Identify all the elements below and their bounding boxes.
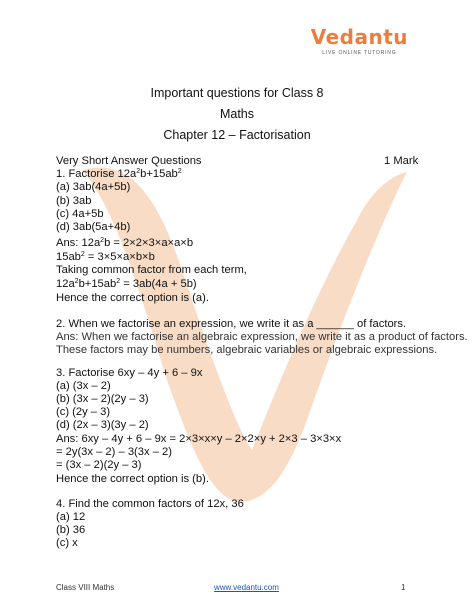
q4-option-c: (c) x xyxy=(56,537,78,549)
q4-option-b: (b) 36 xyxy=(56,524,86,536)
page-number: 1 xyxy=(401,583,406,592)
q3-answer-line-2: = 2y(3x – 2) – 3(3x – 2) xyxy=(56,446,172,458)
q3-answer-line-3: = (3x – 2)(2y – 3) xyxy=(56,459,142,471)
section-heading: Very Short Answer Questions xyxy=(56,155,202,167)
q2-answer-line-1: Ans: When we factorise an algebraic expression, we write it as a product of factors. xyxy=(56,331,468,343)
q3-option-d: (d) (2x – 3)(3y – 2) xyxy=(56,419,149,431)
footer-link[interactable]: www.vedantu.com xyxy=(214,583,279,592)
question-4: 4. Find the common factors of 12x, 36 xyxy=(56,498,244,510)
q1-answer-line-2: $15ab^2 = 3\times 5\times a\times b\times b$ xyxy=(56,251,155,263)
logo-wordmark: Vedantu xyxy=(310,25,408,49)
q1-option-b: (b) 3ab xyxy=(56,195,92,207)
q1-option-c: (c) 4a+5b xyxy=(56,208,104,220)
question-2: 2. When we factorise an expression, we write it as a ______ of factors. xyxy=(56,318,407,330)
q3-conclusion: Hence the correct option is (b). xyxy=(56,473,209,485)
question-3: 3. Factorise 6xy – 4y + 6 – 9x xyxy=(56,367,203,379)
q3-option-a: (a) (3x – 2) xyxy=(56,380,111,392)
q2-answer-line-2: These factors may be numbers, algebraic variables or algebraic expressions. xyxy=(56,344,438,356)
q1-conclusion: Hence the correct option is (a). xyxy=(56,292,209,304)
q1-answer-line-3: Taking common factor from each term, xyxy=(56,264,247,276)
q3-option-c: (c) (2y – 3) xyxy=(56,406,111,418)
section-marks: 1 Mark xyxy=(384,155,419,167)
document-title: Important questions for Class 8 xyxy=(150,86,324,100)
q1-option-d: (d) 3ab(5a+4b) xyxy=(56,221,131,233)
vedantu-logo xyxy=(311,26,408,56)
q3-answer-line-1: Ans: 6xy – 4y + 6 – 9x = 2×3×x×y – 2×2×y + 2×3 – 3×3×x xyxy=(56,433,342,445)
footer-label: Class VIII Maths xyxy=(56,583,115,592)
q1-option-a: (a) 3ab(4a+5b) xyxy=(56,181,131,193)
q3-option-b: (b) (3x – 2)(2y – 3) xyxy=(56,393,149,405)
q1-answer-line-4: $12a^2b+15ab^2 = 3ab(4a + 5b)$ xyxy=(56,278,197,290)
q4-option-a: (a) 12 xyxy=(56,511,86,523)
logo-tagline: LIVE ONLINE TUTORING xyxy=(322,50,397,56)
question-1: 1. Factorise $12a^2b+15ab^2$ xyxy=(56,168,182,180)
q1-answer-line-1: Ans: $12a^2b = 2\times 2\times 3\times a\times a\times b$ xyxy=(56,237,194,249)
chapter-title: Chapter 12 – Factorisation xyxy=(163,128,311,142)
document-subject: Maths xyxy=(219,107,255,121)
